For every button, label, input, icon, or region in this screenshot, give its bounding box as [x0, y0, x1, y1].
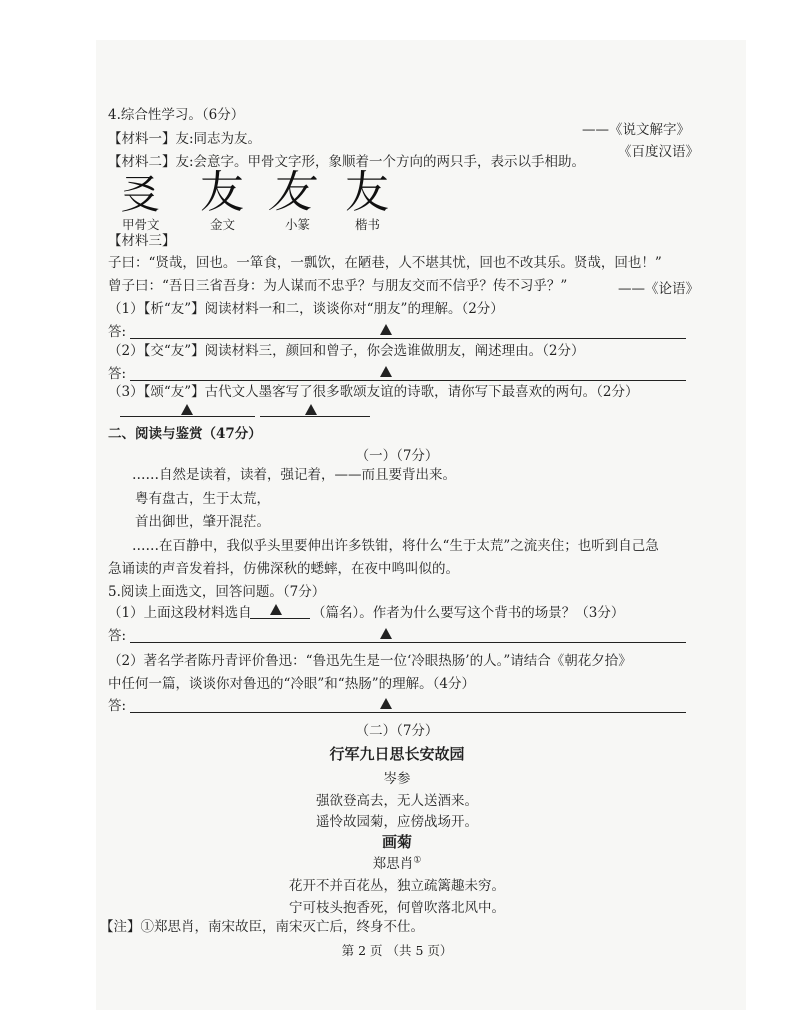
- answer-line-q5-2[interactable]: [130, 712, 686, 713]
- answer-line-q4-3b[interactable]: [260, 416, 370, 417]
- answer-label: 答:: [108, 698, 127, 714]
- answer-line-q4-1[interactable]: [130, 338, 686, 339]
- poem-2-author-line: [0, 852, 794, 872]
- q5-sub2-line2: 中任何一篇，谈谈你对鲁迅的“冷眼”和“热肠”的理解。（4分）: [108, 676, 475, 692]
- source-shuowen: ——《说文解字》: [582, 122, 690, 138]
- material-2: 【材料二】友:会意字。甲骨文字形，象顺着一个方向的两只手，表示以手相助。: [108, 154, 586, 170]
- source-lunyu: ——《论语》: [618, 281, 699, 297]
- q5-sub2-line1: （2）著名学者陈丹青评价鲁迅：“鲁迅先生是一位‘冷眼热肠’的人。”请结合《朝花夕拾》: [108, 653, 632, 669]
- poem-2-line-2: 宁可枝头抱香死，何曾吹落北风中。: [289, 900, 505, 916]
- glyph-kaishu: 友: [345, 167, 389, 218]
- q4-sub3: （3）【颂“友”】古代文人墨客写了很多歌颂友谊的诗歌，请你写下最喜欢的两句。（2分）: [108, 384, 639, 400]
- part-2-heading: （二）（7分）: [355, 723, 439, 739]
- triangle-marker: [181, 404, 193, 415]
- q5-heading: 5.阅读上面选文，回答问题。（7分）: [108, 584, 326, 600]
- material-3-line1: 子曰：“贤哉，回也。一箪食，一瓢饮，在陋巷，人不堪其忧，回也不改其乐。贤哉，回也！”: [108, 255, 662, 271]
- answer-label: 答:: [108, 366, 127, 382]
- poem-1-line-2: 遥怜故园菊，应傍战场开。: [316, 814, 478, 830]
- triangle-marker: [380, 628, 392, 639]
- part-1-heading: （一）（7分）: [355, 448, 439, 464]
- material-1: 【材料一】友:同志为友。: [108, 131, 262, 147]
- triangle-marker: [380, 698, 392, 709]
- caption-xiaozhuan: 小篆: [285, 217, 311, 232]
- page-footer: 第 2 页 （共 5 页）: [341, 943, 453, 958]
- source-baidu: 《百度汉语》: [618, 144, 699, 160]
- answer-line-q4-2[interactable]: [130, 380, 686, 381]
- answer-line-q4-3a[interactable]: [120, 416, 255, 417]
- passage-line-2: 粤有盘古，生于太荒，: [135, 491, 270, 507]
- poem-2-title: 画菊: [381, 833, 412, 851]
- material-3-label: 【材料三】: [108, 233, 176, 249]
- poem-2-line-1: 花开不并百花丛，独立疏篱趣未穷。: [289, 878, 505, 894]
- triangle-marker: [380, 324, 392, 335]
- passage-line-4: ……在百静中，我似乎头里要伸出许多铁钳，将什么“生于太荒”之流夹住；也听到自己急: [132, 538, 659, 554]
- answer-line-q5-1[interactable]: [130, 642, 686, 643]
- triangle-marker: [380, 366, 392, 377]
- caption-jiaguwen: 甲骨文: [122, 217, 160, 232]
- answer-label: 答:: [108, 324, 127, 340]
- footnote: 【注】①郑思肖，南宋故臣，南宋灭亡后，终身不仕。: [100, 919, 424, 935]
- section-2-heading: 二、阅读与鉴赏（47分）: [108, 426, 262, 442]
- poem-1-title: 行军九日思长安故园: [329, 745, 465, 763]
- passage-line-5: 急诵读的声音发着抖，仿佛深秋的蟋蟀，在夜中鸣叫似的。: [108, 561, 459, 577]
- passage-line-3: 首出御世，肇开混茫。: [135, 514, 270, 530]
- caption-kaishu: 楷书: [355, 217, 381, 232]
- answer-label: 答:: [108, 628, 127, 644]
- material-3-line2: 曾子曰：“吾日三省吾身：为人谋而不忠乎？与朋友交而不信乎？传不习乎？”: [108, 278, 568, 294]
- footnote-marker: ①: [413, 855, 422, 866]
- q4-heading: 4.综合性学习。（6分）: [108, 107, 245, 123]
- caption-jinwen: 金文: [210, 217, 236, 232]
- poem-2-author: 郑思肖: [372, 856, 414, 872]
- glyph-xiaozhuan: 友: [268, 167, 312, 218]
- q4-sub1: （1）【析“友”】阅读材料一和二，谈谈你对“朋友”的理解。（2分）: [108, 301, 504, 317]
- q4-sub2: （2）【交“友”】阅读材料三，颜回和曾子，你会选谁做朋友，阐述理由。（2分）: [108, 343, 585, 359]
- passage-line-1: ……自然是读着，读着，强记着，——而且要背出来。: [132, 467, 456, 483]
- glyph-jiaguwen: 㕛: [120, 172, 160, 218]
- poem-1-author: 岑参: [383, 771, 411, 787]
- q5-sub1-part2: （篇名）。作者为什么要写这个背书的场景？（3分）: [312, 605, 625, 621]
- triangle-marker: [305, 404, 317, 415]
- triangle-marker: [270, 604, 282, 615]
- q5-sub1-part1: （1）上面这段材料选自: [108, 605, 252, 621]
- answer-line-title[interactable]: [250, 618, 310, 619]
- glyph-jinwen: 友: [200, 167, 244, 218]
- poem-1-line-1: 强欲登高去，无人送酒来。: [316, 793, 478, 809]
